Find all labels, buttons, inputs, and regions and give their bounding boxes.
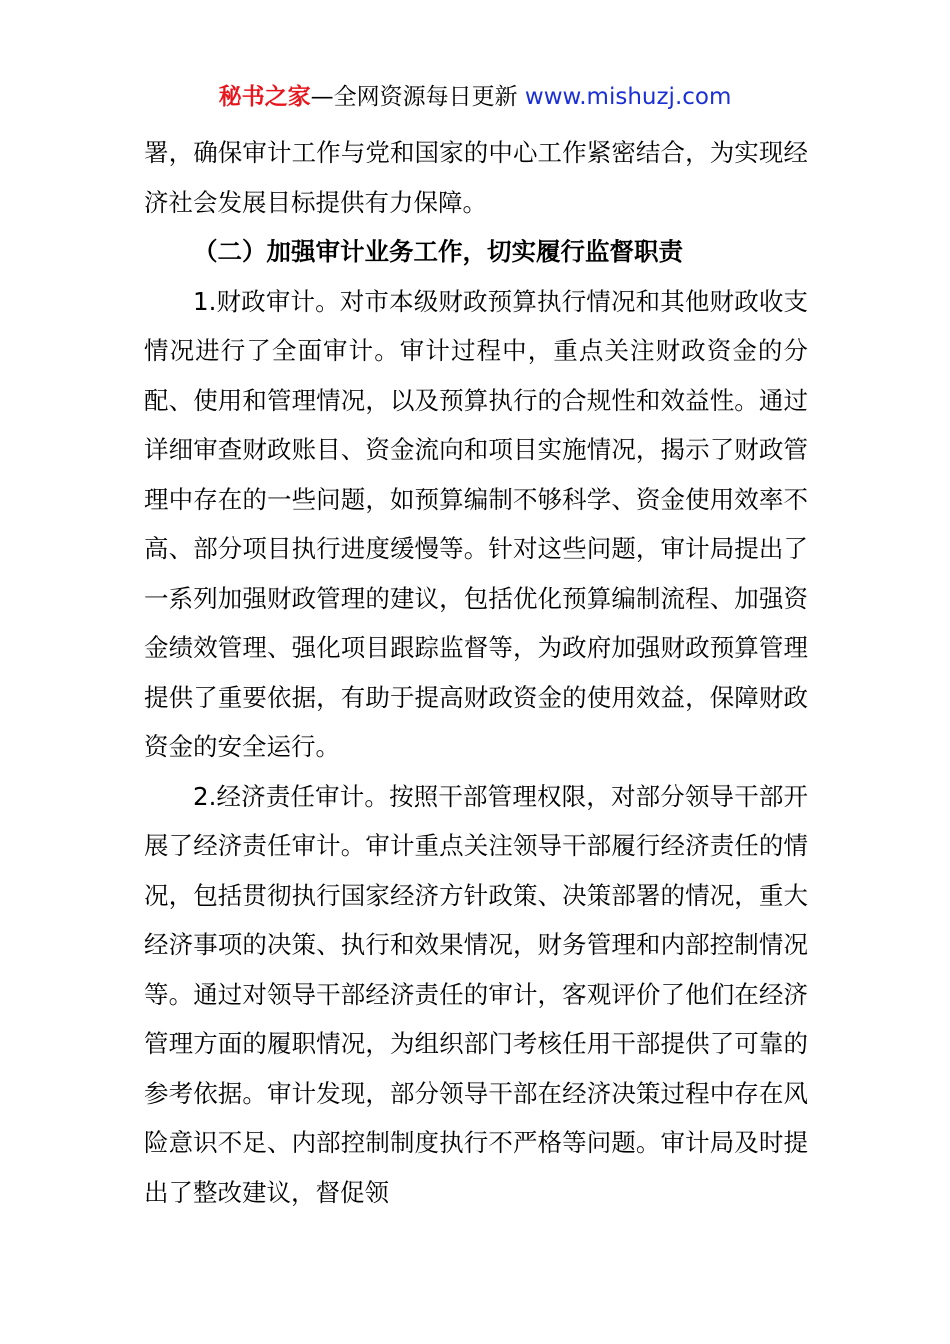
paragraph-continuation: 署，确保审计工作与党和国家的中心工作紧密结合，为实现经济社会发展目标提供有力保障。 xyxy=(144,138,808,217)
section-heading: （二）加强审计业务工作，切实履行监督职责 xyxy=(193,237,683,266)
paragraph-fiscal-audit: 1.财政审计。对市本级财政预算执行情况和其他财政收支情况进行了全面审计。审计过程中，重点关注财政资金的分配、使用和管理情况，以及预算执行的合规性和效益性。通过详细审查财政账目、资金流向和项目实施情况，揭示了财政管理中存在的一些问题，如预算编制不够科学、资金使用效率不高、部分项目执行进度缓慢等。针对这些问题，审计局提出了一系列加强财政管理的建议，包括优化预算编制流程、加强资金绩效管理、强化项目跟踪监督等，为政府加强财政预算管理提供了重要依据，有助于提高财政资金的使用效益，保障财政资金的安全运行。 xyxy=(144,286,808,761)
paragraph-economic-responsibility-audit: 2.经济责任审计。按照干部管理权限，对部分领导干部开展了经济责任审计。审计重点关注领导干部履行经济责任的情况，包括贯彻执行国家经济方针政策、决策部署的情况，重大经济事项的决策、执行和效果情况，财务管理和内部控制情况等。通过对领导干部经济责任的审计，客观评价了他们在经济管理方面的履职情况，为组织部门考核任用干部提供了可靠的参考依据。审计发现，部分领导干部在经济决策过程中存在风险意识不足、内部控制制度执行不严格等问题。审计局及时提出了整改建议，督促领 xyxy=(144,781,808,1207)
site-tagline: —全网资源每日更新 xyxy=(310,84,525,110)
document-body xyxy=(144,128,808,1217)
site-header xyxy=(0,80,950,114)
site-url-link[interactable]: www.mishuzj.com xyxy=(524,84,732,110)
site-brand: 秘书之家 xyxy=(218,84,311,110)
